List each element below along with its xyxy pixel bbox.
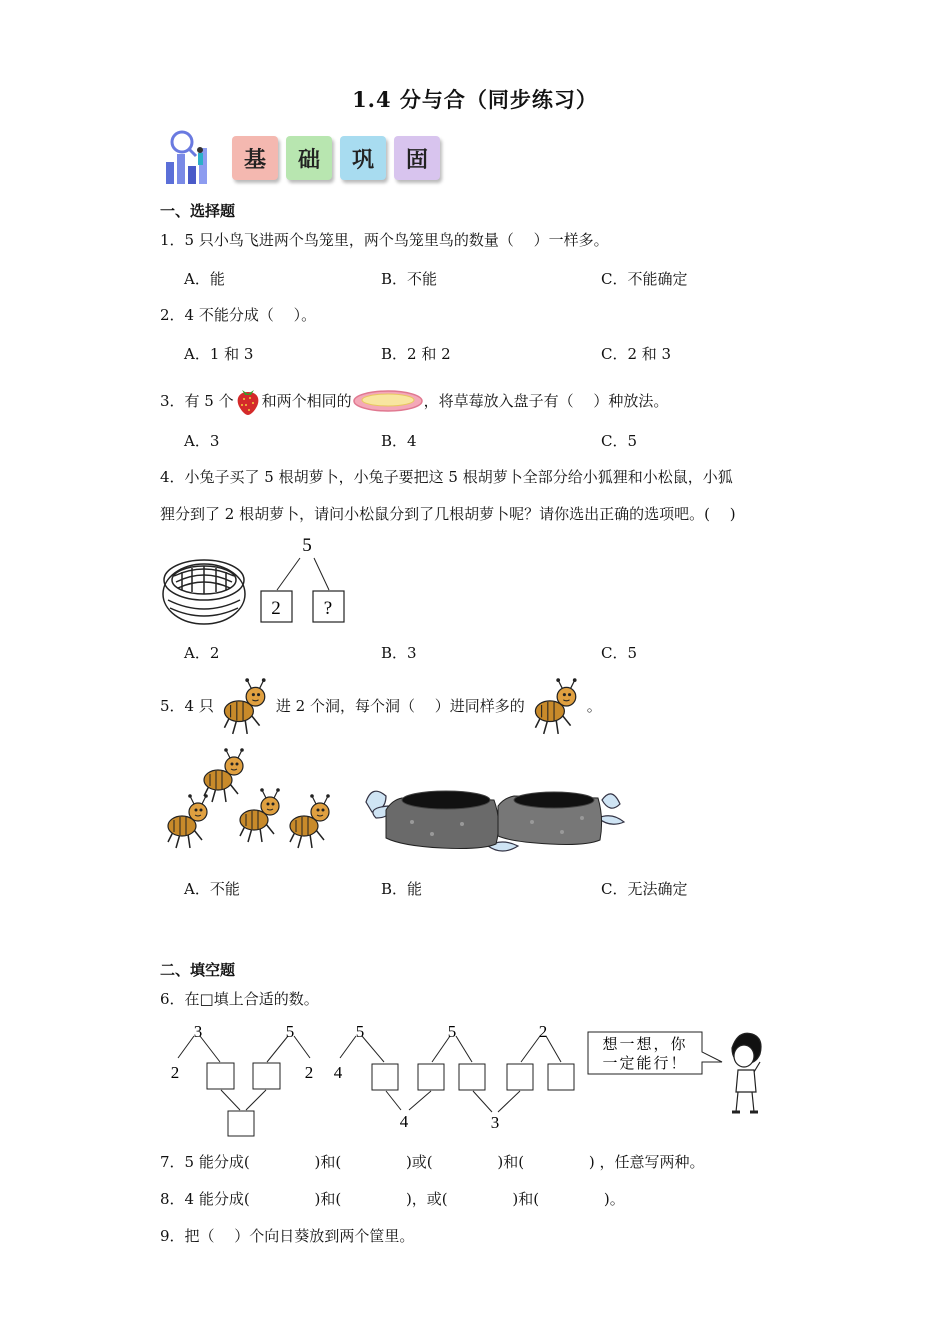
section-choice-heading: 一、选择题 [160,202,236,220]
q4-top-number: 5 [302,535,312,556]
q6-num: 2 [304,1063,314,1082]
ant-icon [214,676,270,736]
q3-option-b[interactable]: B．4 [381,432,417,450]
q6-answer-box[interactable] [418,1064,444,1090]
q5-option-a[interactable]: A．不能 [184,880,240,898]
q3-option-c[interactable]: C．5 [601,432,638,450]
banner-badge-4: 固 [394,136,440,180]
section-fill-heading: 二、填空题 [160,961,236,979]
q7-text: 7．5 能分成( )和( )或( )和( ) ，任意写两种。 [160,1153,705,1171]
q3-text [160,386,668,416]
q6-num: 3 [490,1113,500,1132]
q8-text: 8．4 能分成( )和( )，或( )和( )。 [160,1190,625,1208]
banner [160,128,460,188]
q5-option-c[interactable]: C．无法确定 [601,880,688,898]
q6-num: 4 [399,1112,409,1131]
q2-option-a[interactable]: A．1 和 3 [184,345,254,363]
q6-num: 2 [538,1022,548,1041]
q4-option-c[interactable]: C．5 [601,644,638,662]
q6-num: 5 [285,1022,295,1041]
thinking-boy-icon [732,1033,761,1112]
q4-line2: 狸分到了 2 根胡萝卜，请问小松鼠分到了几根胡萝卜呢？请你选出正确的选项吧。( ) [160,505,736,523]
q4-option-b[interactable]: B．3 [381,644,417,662]
q2-option-c[interactable]: C．2 和 3 [601,345,672,363]
q6-text: 6．在□填上合适的数。 [160,990,319,1008]
magnifier-chart-icon [160,128,222,188]
q2-option-b[interactable]: B．2 和 2 [381,345,451,363]
q5-option-b[interactable]: B．能 [381,880,423,898]
q6-num: 3 [193,1022,203,1041]
q6-answer-box[interactable] [507,1064,533,1090]
q3-part1: 3．有 5 个 [160,392,234,410]
q4-option-a[interactable]: A．2 [184,644,220,662]
q6-num: 4 [333,1063,343,1082]
q6-answer-box[interactable] [548,1064,574,1090]
q6-num: 2 [170,1063,180,1082]
q6-num: 5 [355,1022,365,1041]
q4-line1: 4．小兔子买了 5 根胡萝卜，小兔子要把这 5 根胡萝卜全部分给小狐狸和小松鼠，小狐 [160,468,733,486]
banner-badge-1: 基 [232,136,278,180]
banner-badge-3: 巩 [340,136,386,180]
q2-text: 2．4 不能分成（ ）。 [160,306,317,324]
page-title: 1.4 分与合（同步练习） [352,87,598,112]
q4-left-number: 2 [271,598,281,619]
two-holes-illustration [362,762,630,858]
four-ants-illustration [160,744,350,856]
plate-icon [352,389,424,413]
q5-part1: 5．4 只 [160,697,214,715]
q9-text: 9．把（ ）个向日葵放到两个筐里。 [160,1227,415,1245]
q6-num: 5 [447,1022,457,1041]
q6-answer-box[interactable] [228,1111,254,1136]
banner-badge-2: 础 [286,136,332,180]
q5-text [160,674,602,738]
speech-bubble-line1: 想一想，你 [602,1037,688,1053]
q1-option-c[interactable]: C．不能确定 [601,270,688,288]
basket-icon [163,560,245,624]
q6-answer-box[interactable] [253,1063,280,1089]
ant-icon [525,676,581,736]
q6-answer-box[interactable] [207,1063,234,1089]
q6-number-bonds [160,1018,780,1140]
strawberry-icon [234,386,262,416]
q3-option-a[interactable]: A．3 [184,432,220,450]
q1-text: 1．5 只小鸟飞进两个鸟笼里，两个鸟笼里鸟的数量（ ）一样多。 [160,231,609,249]
q1-option-b[interactable]: B．不能 [381,270,438,288]
q6-answer-box[interactable] [459,1064,485,1090]
q4-right-unknown: ? [323,598,333,619]
q1-option-a[interactable]: A．能 [184,270,225,288]
q6-answer-box[interactable] [372,1064,398,1090]
speech-bubble-line2: 一定能行！ [602,1056,688,1072]
q3-part2: 和两个相同的 [261,392,352,410]
q5-part2: 进 2 个洞，每个洞（ ）进同样多的 [275,697,525,715]
q3-part3: ，将草莓放入盘子有（ ）种放法。 [423,392,669,410]
q4-figure [160,532,360,632]
q5-part3: 。 [586,697,602,715]
